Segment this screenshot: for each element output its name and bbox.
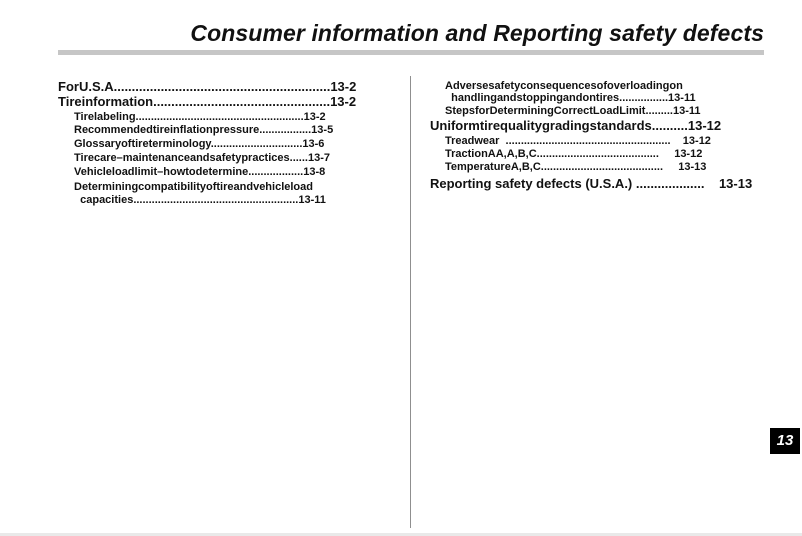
- toc-entry-adverse-consequences-cont[interactable]: handlingandstoppingandontires................13-11: [445, 92, 696, 104]
- toc-entry-tire-labeling[interactable]: Tirelabeling.......................................................13-2: [74, 111, 326, 123]
- title-underline: [58, 50, 764, 55]
- toc-entry-determining-compatibility[interactable]: Determiningcompatibilityoftireandvehicleload: [74, 181, 313, 193]
- toc-entry-vehicle-load-limit[interactable]: Vehicleloadlimit–howtodetermine..................13-8: [74, 166, 326, 178]
- toc-entry-treadwear[interactable]: Treadwear ...................................................... 13-12: [445, 135, 711, 147]
- toc-entry-uniform-tire-quality[interactable]: Uniformtirequalitygradingstandards..........13-12: [430, 118, 722, 133]
- chapter-tab[interactable]: 13: [770, 428, 800, 454]
- toc-entry-determining-compatibility-cont[interactable]: capacities......................................................13-11: [74, 194, 326, 206]
- toc-entry-tire-information[interactable]: Tireinformation.................................................13-2: [58, 94, 357, 109]
- toc-entry-recommended-inflation-pressure[interactable]: Recommendedtireinflationpressure.................13-5: [74, 124, 334, 136]
- toc-entry-adverse-consequences[interactable]: Adversesafetyconsequencesofoverloadingon: [445, 80, 683, 92]
- column-divider: [410, 76, 411, 528]
- toc-entry-correct-load-limit[interactable]: StepsforDeterminingCorrectLoadLimit.........13-11: [445, 105, 701, 117]
- page-title: Consumer information and Reporting safety defects: [190, 20, 764, 46]
- toc-entry-glossary[interactable]: Glossaryoftireterminology..............................13-6: [74, 138, 325, 150]
- toc-entry-for-usa[interactable]: ForU.S.A............................................................13-2: [58, 79, 357, 94]
- toc-entry-tire-care[interactable]: Tirecare–maintenanceandsafetypractices......13-7: [74, 152, 330, 164]
- toc-entry-reporting-safety-defects[interactable]: Reporting safety defects (U.S.A.) ................... 13-13: [430, 176, 753, 191]
- toc-entry-temperature[interactable]: TemperatureA,B,C........................................ 13-13: [445, 161, 707, 173]
- toc-entry-traction[interactable]: TractionAA,A,B,C........................................ 13-12: [445, 148, 703, 160]
